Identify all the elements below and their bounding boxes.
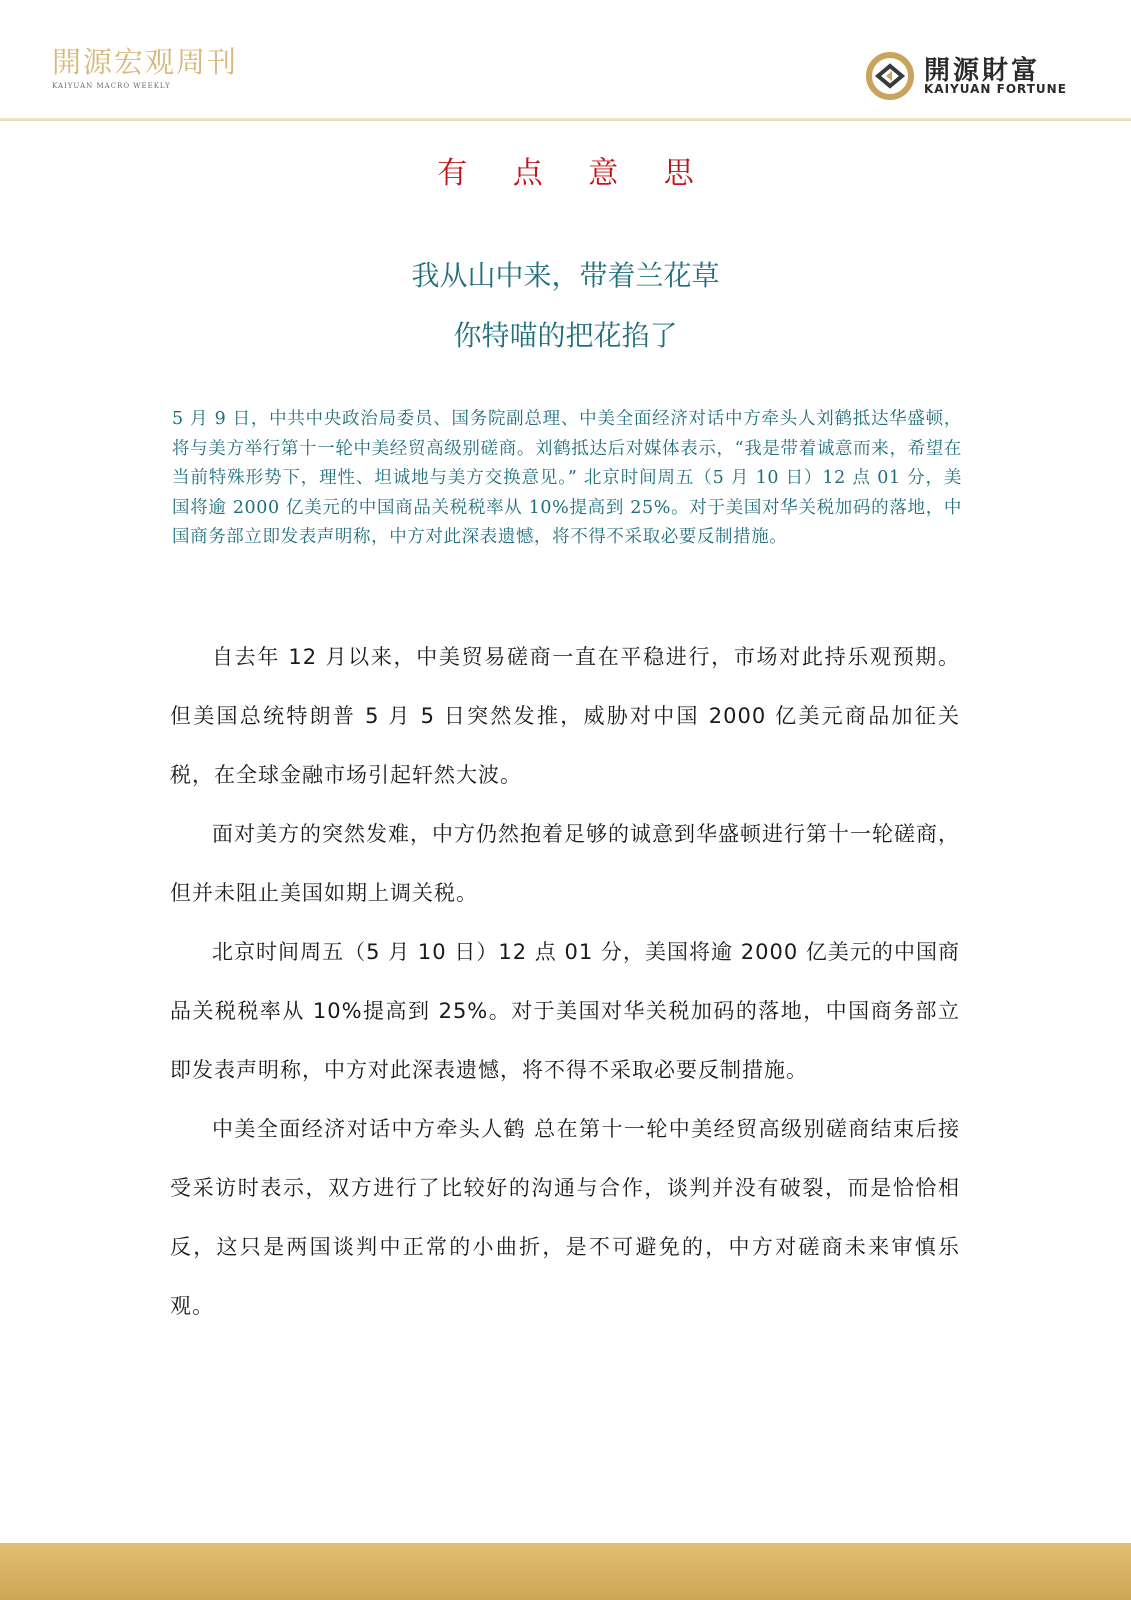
headline-line-2: 你特喵的把花掐了	[453, 319, 678, 352]
kaiyuan-fortune-cn: 開源財富	[924, 56, 1041, 86]
macro-weekly-subtitle: KAIYUAN MACRO WEEKLY	[52, 82, 171, 90]
macro-weekly-title: 開源宏观周刊	[52, 45, 239, 79]
page-header	[0, 0, 1131, 118]
kaiyuan-logo-icon	[866, 52, 914, 100]
header-divider	[0, 118, 1131, 121]
body-paragraph: 自去年 12 月以来，中美贸易磋商一直在平稳进行，市场对此持乐观预期。但美国总统特朗普 5 月 5 日突然发推，威胁对中国 2000 亿美元商品加征关税，在全球金融市场引起轩然大波。	[170, 645, 960, 787]
macro-weekly-brand	[52, 46, 238, 90]
body-paragraph: 北京时间周五（5 月 10 日）12 点 01 分，美国将逾 2000 亿美元的中国商品关税税率从 10%提高到 25%。对于美国对华关税加码的落地，中国商务部立即发表声明称，中方对此深表遗憾，将不得不采取必要反制措施。	[170, 940, 960, 1082]
summary-paragraph: 5 月 9 日，中共中央政治局委员、国务院副总理、中美全面经济对话中方牵头人刘鹤抵达华盛顿，将与美方举行第十一轮中美经贸高级别磋商。刘鹤抵达后对媒体表示，“我是带着诚意而来，希望在当前特殊形势下，理性、坦诚地与美方交换意见。” 北京时间周五（5 月 10 日）12 点 01 分，美国将逾 2000 亿美元的中国商品关税税率从 10%提高到 25%。对于美国对华关税加码的落地，中国商务部立即发表声明称，中方对此深表遗憾，将不得不采取必要反制措施。	[172, 409, 962, 547]
body-paragraph: 面对美方的突然发难，中方仍然抱着足够的诚意到华盛顿进行第十一轮磋商，但并未阻止美国如期上调关税。	[170, 822, 960, 905]
section-title: 有 点 意 思	[437, 156, 712, 191]
headline-line-1: 我从山中来，带着兰花草	[411, 259, 720, 292]
body-paragraph: 中美全面经济对话中方牵头人鹤 总在第十一轮中美经贸高级别磋商结束后接受采访时表示，双方进行了比较好的沟通与合作，谈判并没有破裂，而是恰恰相反，这只是两国谈判中正常的小曲折，是不可避免的，中方对磋商未来审慎乐观。	[170, 1117, 960, 1318]
article-body	[170, 628, 960, 1336]
kaiyuan-fortune-en: KAIYUAN FORTUNE	[924, 82, 1067, 96]
footer-bar	[0, 1543, 1131, 1600]
